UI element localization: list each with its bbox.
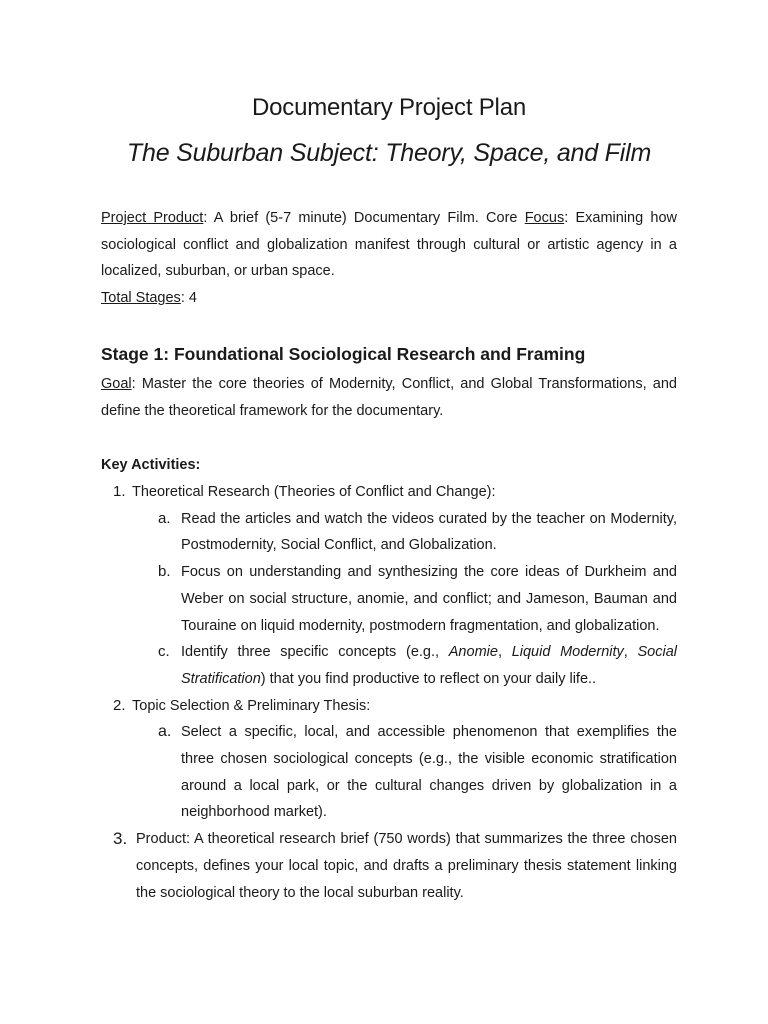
sub-list-letter: b. (158, 563, 171, 581)
total-stages-text: : 4 (180, 290, 197, 307)
project-meta (101, 205, 677, 312)
list-item-text: Theoretical Research (Theories of Conflict and Change): (132, 484, 496, 500)
total-stages-label: Total Stages (101, 290, 181, 307)
project-product-label: Project Product (101, 210, 204, 226)
sub-list-item (101, 639, 677, 692)
concepts-post: ) that you find productive to reflect on your daily life.. (260, 670, 597, 687)
list-item (101, 693, 677, 720)
document-title: Documentary Project Plan (252, 94, 526, 121)
document-subtitle: The Suburban Subject: Theory, Space, and Film (126, 139, 652, 167)
goal-label: Goal (101, 376, 132, 392)
stage-1-goal (101, 371, 677, 424)
list-number: 1. (113, 483, 126, 500)
list-item (101, 826, 677, 906)
list-number: 2. (113, 696, 126, 714)
sub-list-item-text: Read the articles and watch the videos curated by the teacher on Modernity, Postmodernity, Social Conflict, and Globalization. (181, 510, 677, 554)
sub-list-item (101, 719, 677, 826)
concept-social-stratification: Social Stratification (181, 644, 678, 687)
sub-list-item-text (181, 639, 677, 692)
goal-text: : Master the core theories of Modernity, Conflict, and Global Transformations, and define the theoretical framework for the documentary. (101, 376, 677, 419)
concept-separator: , (623, 644, 638, 661)
total-stages-line (101, 285, 677, 312)
project-product-text: : A brief (5-7 minute) Documentary Film. Core (203, 210, 518, 226)
concepts-pre: Identify three specific concepts (e.g., (181, 644, 449, 661)
sub-list-letter: c. (158, 643, 170, 661)
stage-1-heading: Stage 1: Foundational Sociological Research and Framing (101, 344, 586, 364)
list-item-text: Topic Selection & Preliminary Thesis: (132, 697, 371, 714)
focus-label: Focus (524, 210, 565, 226)
sub-list-item-text: Select a specific, local, and accessible phenomenon that exemplifies the three chosen sociological concepts (e.g., the visible economic stratification around a local park, or the cultural changes driven by globalization in a neighborhood market). (181, 724, 677, 821)
key-activities-list (101, 479, 677, 906)
sub-list-item-text: Focus on understanding and synthesizing the core ideas of Durkheim and Weber on social structure, anomie, and conflict; and Jameson, Bauman and Touraine on liquid modernity, postmodern fragmentation, and globalization. (181, 564, 677, 634)
key-activities-heading: Key Activities: (101, 457, 201, 473)
project-product-line (101, 205, 677, 285)
list-number: 3. (113, 829, 128, 849)
list-item-text: Product: A theoretical research brief (750 words) that summarizes the three chosen concepts, defines your local topic, and drafts a preliminary thesis statement linking the sociological theory to the local suburban reality. (136, 831, 677, 901)
concept-separator: , (497, 644, 512, 661)
sub-list-item (101, 506, 677, 559)
focus-text: : Examining how sociological conflict and globalization manifest through cultural or artistic agency in a localized, suburban, or urban space. (101, 210, 677, 280)
sub-list-letter: a. (158, 509, 171, 527)
concept-anomie: Anomie (448, 644, 498, 661)
list-item (101, 479, 677, 506)
concept-liquid-modernity: Liquid Modernity (511, 644, 624, 661)
sub-list-letter: a. (158, 723, 172, 741)
sub-list-item (101, 559, 677, 639)
